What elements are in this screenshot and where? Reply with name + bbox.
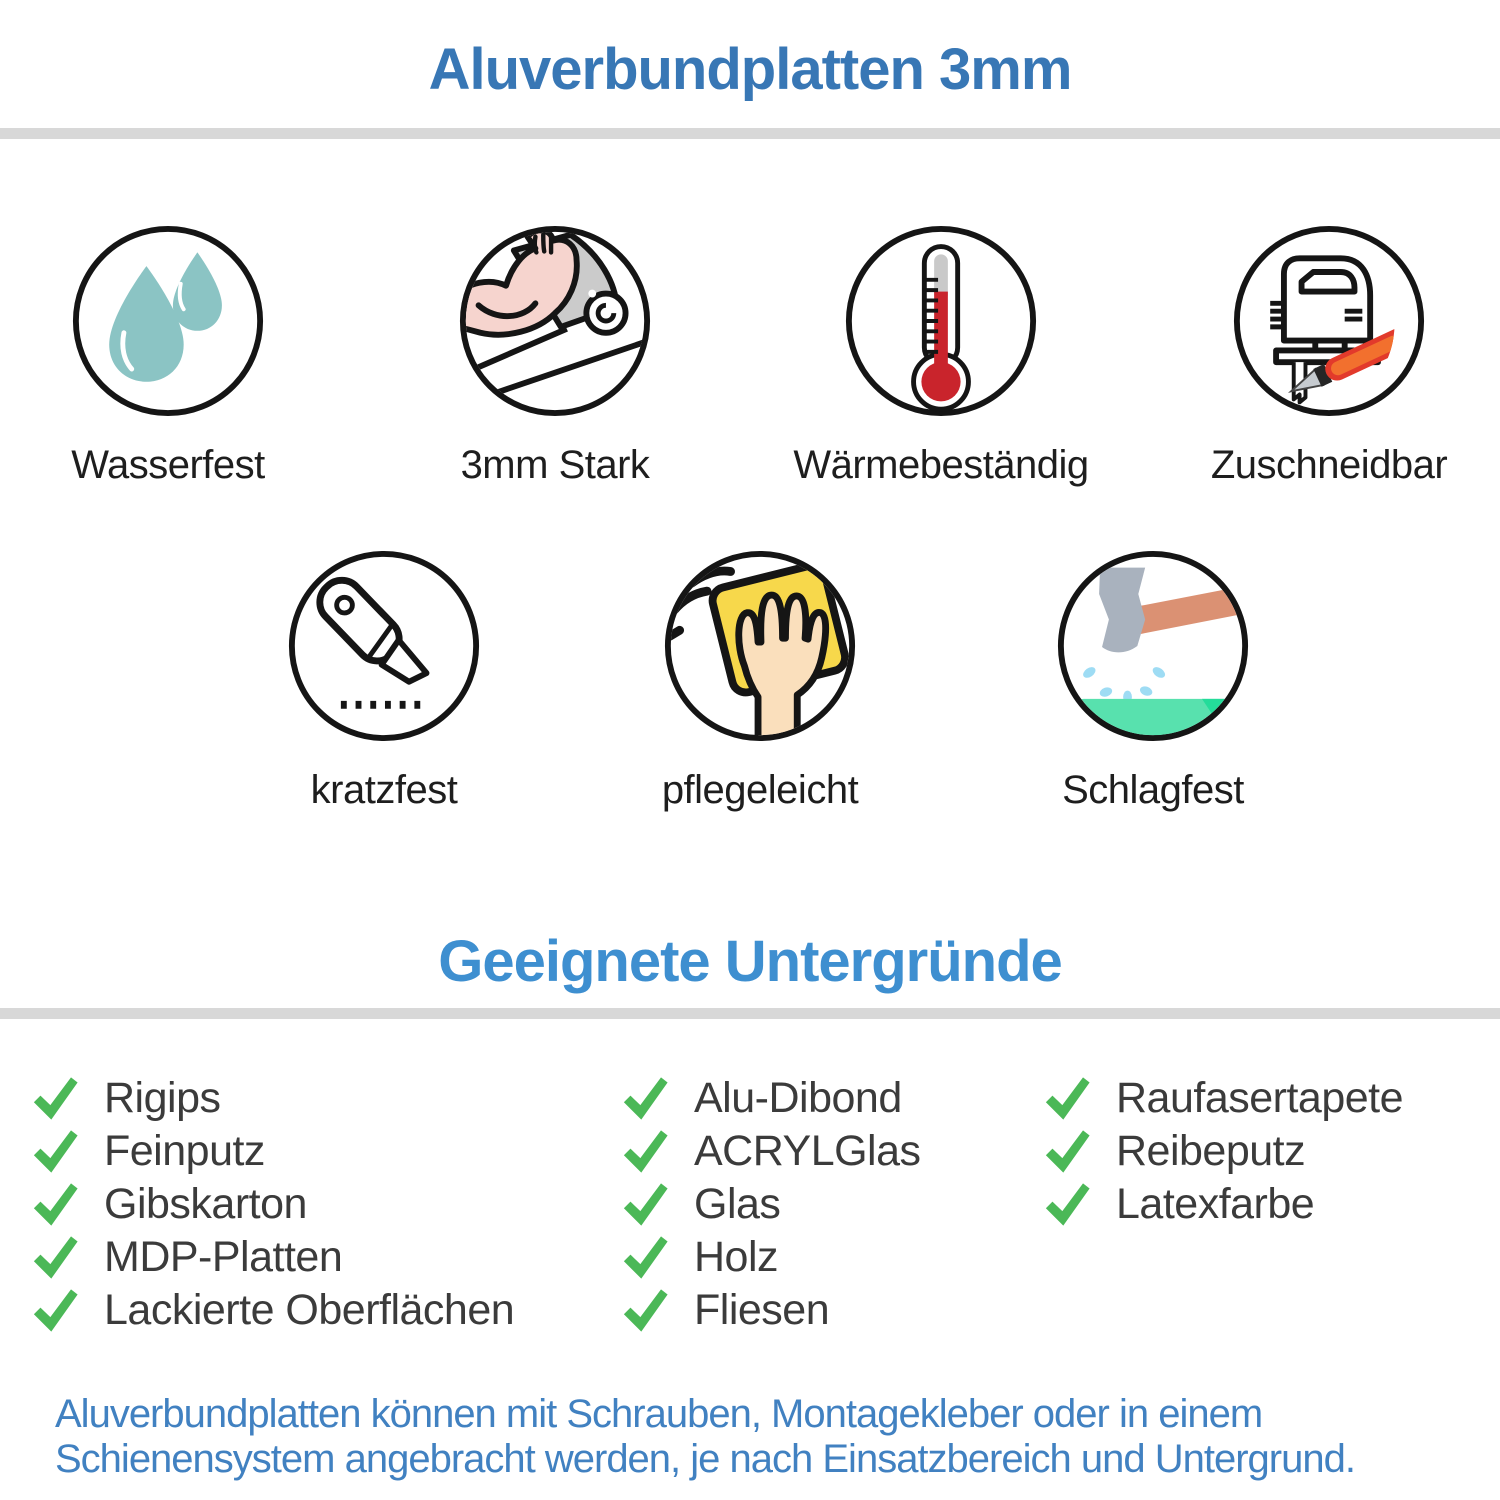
check-icon bbox=[1044, 1181, 1091, 1228]
feature-pflegeleicht bbox=[590, 548, 930, 813]
divider-bar bbox=[0, 1008, 1500, 1019]
substrate-label: ACRYLGlas bbox=[694, 1127, 921, 1175]
list-item bbox=[32, 1125, 514, 1178]
utility-knife-icon bbox=[286, 548, 482, 744]
jigsaw-and-knife-icon bbox=[1231, 223, 1427, 419]
substrate-label: Latexfarbe bbox=[1116, 1180, 1315, 1228]
substrate-label: Alu-Dibond bbox=[694, 1074, 902, 1122]
check-icon bbox=[32, 1128, 79, 1175]
substrate-label: Reibeputz bbox=[1116, 1127, 1306, 1175]
substrate-label: Holz bbox=[694, 1233, 779, 1281]
feature-zuschneidbar bbox=[1159, 223, 1499, 488]
feature-waermebestaendig bbox=[771, 223, 1111, 488]
substrate-label: Fliesen bbox=[694, 1286, 830, 1334]
feature-kratzfest bbox=[214, 548, 554, 813]
mounting-note-line: Aluverbundplatten können mit Schrauben, Montagekleber oder in einem bbox=[55, 1392, 1263, 1436]
check-icon bbox=[32, 1234, 79, 1281]
feature-wasserfest bbox=[0, 223, 338, 488]
thermometer-icon bbox=[843, 223, 1039, 419]
check-icon bbox=[622, 1075, 669, 1122]
feature-label: Zuschneidbar bbox=[1210, 443, 1448, 487]
feature-schlagfest bbox=[983, 548, 1323, 813]
list-item bbox=[32, 1072, 514, 1125]
check-icon bbox=[622, 1128, 669, 1175]
feature-label: Schlagfest bbox=[1062, 768, 1244, 812]
list-item bbox=[1044, 1125, 1403, 1178]
substrate-column-3 bbox=[1044, 1072, 1403, 1231]
list-item bbox=[622, 1125, 921, 1178]
substrate-label: Glas bbox=[694, 1180, 781, 1228]
feature-3mm-stark bbox=[385, 223, 725, 488]
feature-label: Wasserfest bbox=[71, 443, 265, 487]
water-drops-icon bbox=[70, 223, 266, 419]
check-icon bbox=[32, 1287, 79, 1334]
check-icon bbox=[622, 1287, 669, 1334]
list-item bbox=[622, 1072, 921, 1125]
check-icon bbox=[1044, 1128, 1091, 1175]
divider-bar bbox=[0, 128, 1500, 139]
feature-label: Wärmebeständig bbox=[793, 443, 1089, 487]
hammer-impact-icon bbox=[1055, 548, 1251, 744]
feature-label: kratzfest bbox=[310, 768, 458, 812]
list-item bbox=[32, 1178, 514, 1231]
section-title-untergruende: Geeignete Untergründe bbox=[438, 929, 1062, 994]
check-icon bbox=[1044, 1075, 1091, 1122]
strong-arm-panel-icon bbox=[457, 223, 653, 419]
substrate-column-1 bbox=[32, 1072, 514, 1337]
list-item bbox=[32, 1284, 514, 1337]
check-icon bbox=[32, 1181, 79, 1228]
mounting-note-line: Schienensystem angebracht werden, je nach Einsatzbereich und Untergrund. bbox=[55, 1437, 1355, 1481]
substrate-label: Raufasertapete bbox=[1116, 1074, 1404, 1122]
check-icon bbox=[622, 1181, 669, 1228]
substrate-label: Rigips bbox=[104, 1074, 221, 1122]
check-icon bbox=[32, 1075, 79, 1122]
check-icon bbox=[622, 1234, 669, 1281]
feature-label: pflegeleicht bbox=[661, 768, 859, 812]
substrate-label: Gibskarton bbox=[104, 1180, 307, 1228]
list-item bbox=[1044, 1072, 1403, 1125]
page-title: Aluverbundplatten 3mm bbox=[428, 37, 1072, 102]
list-item bbox=[622, 1231, 921, 1284]
substrate-label: Feinputz bbox=[104, 1127, 265, 1175]
list-item bbox=[622, 1178, 921, 1231]
list-item bbox=[32, 1231, 514, 1284]
hand-cleaning-cloth-icon bbox=[662, 548, 858, 744]
list-item bbox=[622, 1284, 921, 1337]
substrate-label: MDP-Platten bbox=[104, 1233, 343, 1281]
substrate-column-2 bbox=[622, 1072, 921, 1337]
mounting-note bbox=[55, 1392, 1475, 1482]
feature-label: 3mm Stark bbox=[460, 443, 650, 487]
substrate-label: Lackierte Oberflächen bbox=[104, 1286, 515, 1334]
list-item bbox=[1044, 1178, 1403, 1231]
